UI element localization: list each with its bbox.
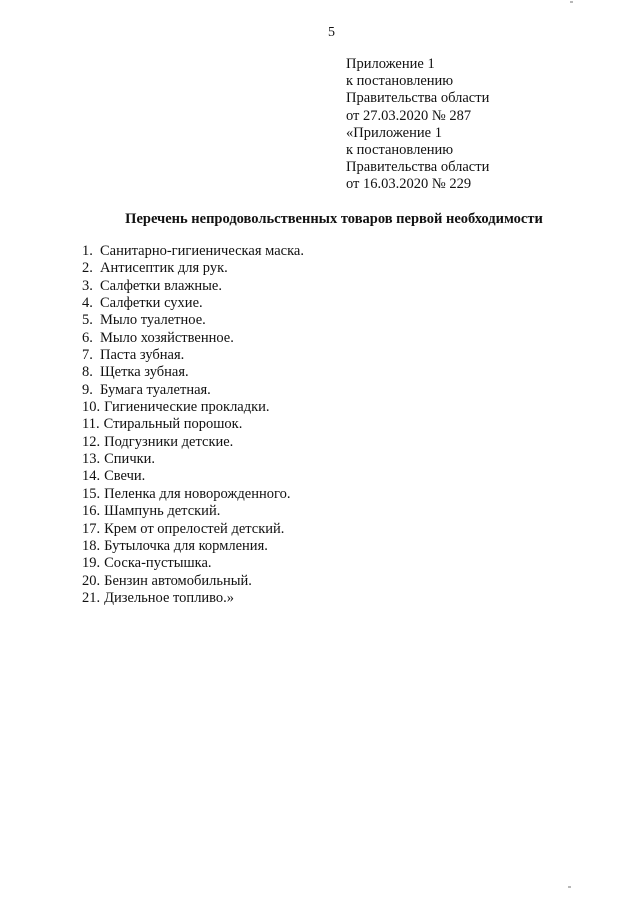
page-number: 5 [328, 25, 335, 40]
appendix-line: к постановлению [346, 73, 454, 90]
list-item-text: Крем от опрелостей детский. [104, 520, 285, 537]
list-item [82, 451, 304, 468]
list-item-number: 12. [82, 433, 101, 450]
list-item-text: Паста зубная. [100, 347, 185, 364]
list-item [82, 538, 304, 555]
list-item [82, 382, 304, 399]
list-item-text: Бензин автомобильный. [104, 572, 252, 589]
list-item [82, 503, 304, 520]
list-item-text: Шампунь детский. [104, 503, 221, 520]
list-item-text: Стиральный порошок. [103, 416, 243, 433]
list-item-number: 10. [82, 399, 101, 416]
list-item-text: Гигиенические прокладки. [104, 399, 270, 416]
list-item-number: 3. [82, 277, 93, 294]
list-item-number: 14. [82, 468, 101, 485]
list-item [82, 330, 304, 347]
appendix-line: Приложение 1 [346, 56, 435, 72]
list-item-number: 6. [82, 329, 93, 346]
list-item [82, 243, 304, 260]
list-item [82, 434, 304, 451]
list-item-number: 4. [82, 295, 93, 312]
list-item [82, 399, 304, 416]
list-item [82, 573, 304, 590]
list-item-text: Салфетки сухие. [100, 295, 203, 312]
list-item-number: 2. [82, 260, 93, 277]
list-item-number: 11. [82, 416, 100, 433]
list-item-text: Салфетки влажные. [100, 277, 222, 294]
appendix-line: Правительства области [346, 159, 490, 176]
list-item-text: Дизельное топливо.» [104, 589, 235, 606]
list-item-number: 20. [82, 572, 101, 589]
list-item [82, 555, 304, 572]
appendix-line: от 16.03.2020 № 229 [346, 176, 472, 193]
list-item-text: Мыло хозяйственное. [100, 329, 234, 346]
list-item [82, 364, 304, 381]
goods-list [82, 243, 304, 607]
list-item-text: Санитарно-гигиеническая маска. [100, 243, 304, 259]
list-item-number: 5. [82, 312, 93, 329]
scan-artifact [568, 886, 571, 888]
list-item-text: Пеленка для новорожденного. [104, 485, 291, 502]
appendix-line: «Приложение 1 [346, 124, 442, 141]
list-item [82, 468, 304, 485]
list-item [82, 347, 304, 364]
list-item-number: 15. [82, 485, 101, 502]
list-item-number: 19. [82, 555, 101, 572]
list-item-number: 17. [82, 520, 101, 537]
list-item-text: Щетка зубная. [100, 364, 189, 381]
list-item-number: 1. [82, 243, 93, 259]
list-item [82, 521, 304, 538]
list-item-text: Антисептик для рук. [100, 260, 228, 277]
list-item-number: 18. [82, 537, 101, 554]
document-title: Перечень непродовольственных товаров первой необходимости [125, 211, 543, 227]
list-item [82, 278, 304, 295]
list-item-text: Подгузники детские. [104, 433, 234, 450]
list-item-number: 16. [82, 503, 101, 520]
list-item-text: Бутылочка для кормления. [104, 537, 268, 554]
list-item [82, 295, 304, 312]
list-item [82, 312, 304, 329]
list-item-text: Спички. [104, 451, 156, 468]
list-item-number: 7. [82, 347, 93, 364]
list-item [82, 486, 304, 503]
appendix-header [346, 56, 489, 194]
list-item [82, 590, 304, 607]
appendix-line: Правительства области [346, 90, 490, 107]
list-item [82, 260, 304, 277]
appendix-line: к постановлению [346, 142, 454, 159]
list-item-number: 8. [82, 364, 93, 381]
list-item-number: 9. [82, 381, 93, 398]
list-item-text: Соска-пустышка. [104, 555, 212, 572]
scan-artifact [570, 1, 573, 3]
list-item-text: Свечи. [104, 468, 146, 485]
list-item-text: Бумага туалетная. [100, 381, 211, 398]
list-item-text: Мыло туалетное. [100, 312, 206, 329]
list-item [82, 416, 304, 433]
list-item-number: 21. [82, 589, 101, 606]
list-item-number: 13. [82, 451, 101, 468]
appendix-line: от 27.03.2020 № 287 [346, 107, 472, 124]
